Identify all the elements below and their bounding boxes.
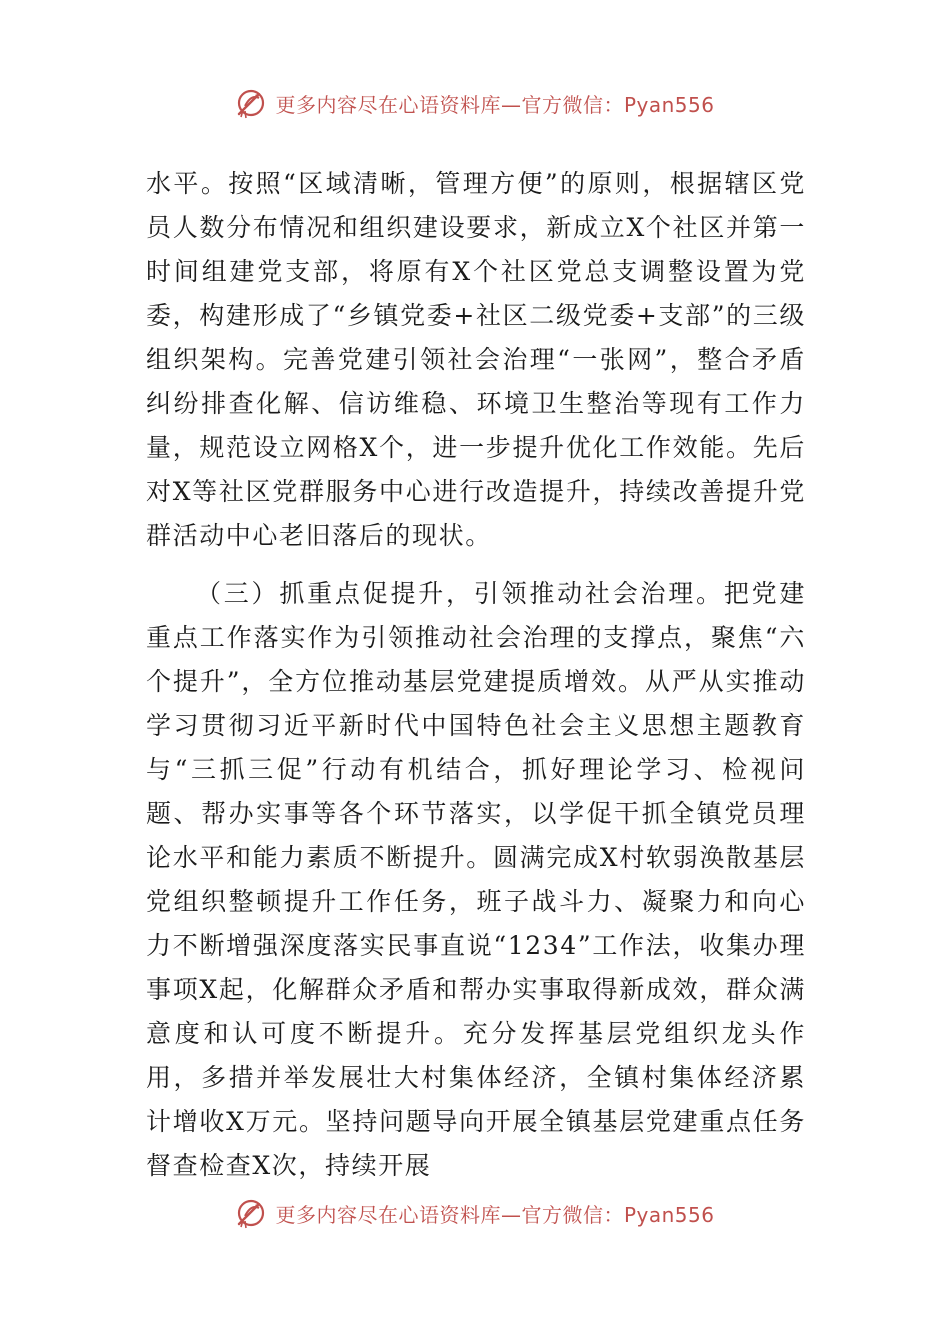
header-banner	[0, 86, 950, 120]
body-paragraph: 水平。按照“区域清晰，管理方便”的原则，根据辖区党员人数分布情况和组织建设要求，新成立X个社区并第一时间组建党支部，将原有X个社区党总支调整设置为党委，构建形成了“乡镇党委+社区二级党委+支部”的三级组织架构。完善党建引领社会治理“一张网”，整合矛盾纠纷排查化解、信访维稳、环境卫生整治等现有工作力量，规范设立网格X个，进一步提升优化工作效能。先后对X等社区党群服务中心进行改造提升，持续改善提升党群活动中心老旧落后的现状。	[146, 169, 806, 550]
footer-banner-text: 更多内容尽在心语资料库—官方微信：Pyan556	[275, 1202, 715, 1227]
document-body	[146, 162, 806, 1188]
brand-logo-icon	[235, 86, 269, 120]
footer-banner	[0, 1196, 950, 1230]
body-paragraph: （三）抓重点促提升，引领推动社会治理。把党建重点工作落实作为引领推动社会治理的支撑点，聚焦“六个提升”，全方位推动基层党建提质增效。从严从实推动学习贯彻习近平新时代中国特色社会主义思想主题教育与“三抓三促”行动有机结合，抓好理论学习、检视问题、帮办实事等各个环节落实，以学促干抓全镇党员理论水平和能力素质不断提升。圆满完成X村软弱涣散基层党组织整顿提升工作任务，班子战斗力、凝聚力和向心力不断增强深度落实民事直说“1234”工作法，收集办理事项X起，化解群众矛盾和帮办实事取得新成效，群众满意度和认可度不断提升。充分发挥基层党组织龙头作用，多措并举发展壮大村集体经济，全镇村集体经济累计增收X万元。坚持问题导向开展全镇基层党建重点任务督查检查X次，持续开展	[146, 579, 806, 1180]
header-banner-text: 更多内容尽在心语资料库—官方微信：Pyan556	[275, 92, 715, 117]
brand-logo-icon	[235, 1196, 269, 1230]
